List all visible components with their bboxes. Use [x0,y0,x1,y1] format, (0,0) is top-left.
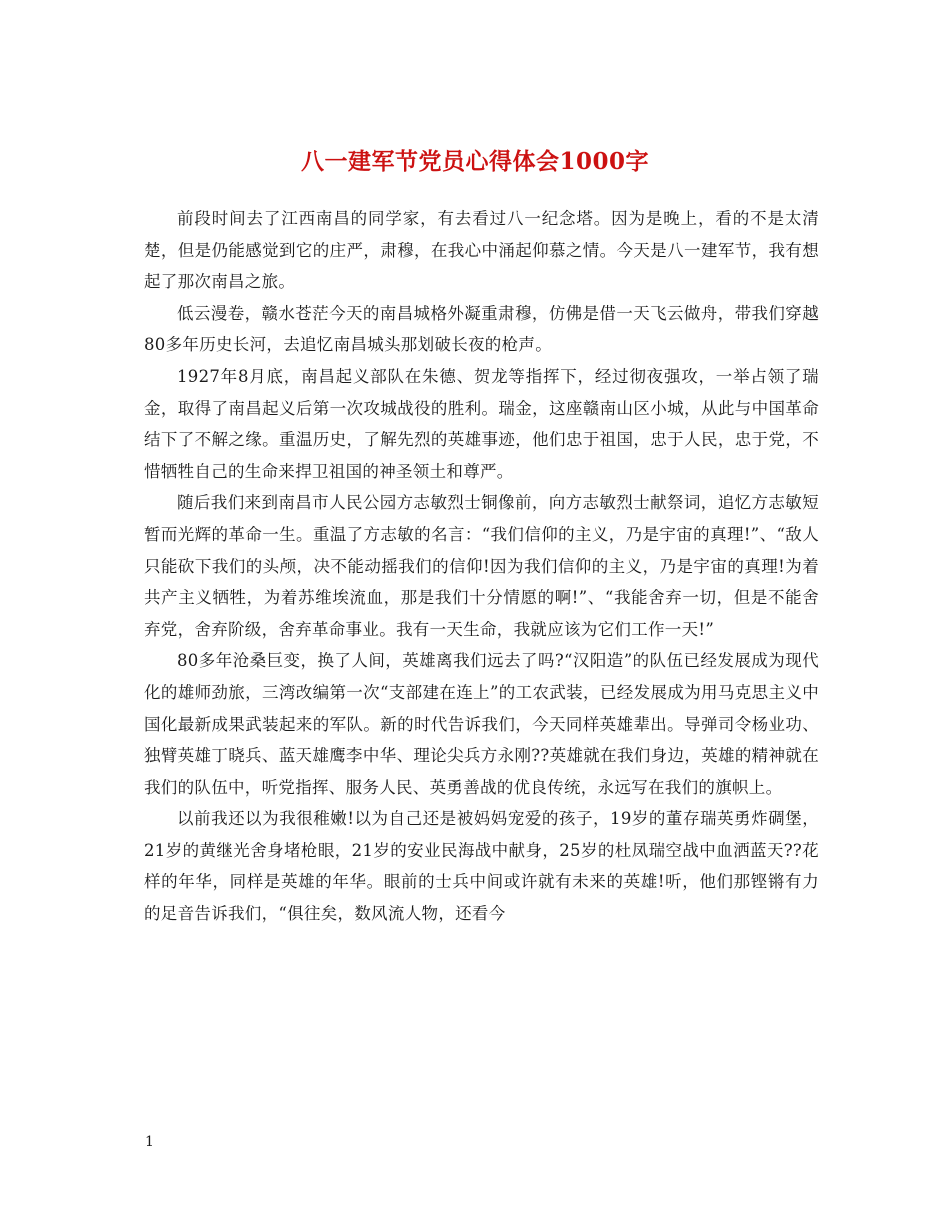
paragraph-6: 以前我还以为我很稚嫩!以为自己还是被妈妈宠爱的孩子，19岁的董存瑞英勇炸碉堡，21岁的黄继光舍身堵枪眼，21岁的安业民海战中献身，25岁的杜凤瑞空战中血洒蓝天??花样的年华，同样是英雄的年华。眼前的士兵中间或许就有未来的英雄!听，他们那铿锵有力的足音告诉我们，“俱往矣，数风流人物，还看今 [144,809,819,924]
paragraph-2: 低云漫卷，赣水苍茫今天的南昌城格外凝重肃穆，仿佛是借一天飞云做舟，带我们穿越80多年历史长河，去追忆南昌城头那划破长夜的枪声。 [144,303,819,355]
paragraph-5: 80多年沧桑巨变，换了人间，英雄离我们远去了吗?“汉阳造”的队伍已经发展成为现代化的雄师劲旅，三湾改编第一次“支部建在连上”的工农武装，已经发展成为用马克思主义中国化最新成果武装起来的军队。新的时代告诉我们，今天同样英雄辈出。导弹司令杨业功、独臂英雄丁晓兵、蓝天雄鹰李中华、理论尖兵方永刚??英雄就在我们身边，英雄的精神就在我们的队伍中，听党指挥、服务人民、英勇善战的优良传统，永远写在我们的旗帜上。 [144,651,819,797]
document-title: 八一建军节党员心得体会1000字 [300,148,649,176]
document-body [144,203,819,930]
paragraph-3: 1927年8月底，南昌起义部队在朱德、贺龙等指挥下，经过彻夜强攻，一举占领了瑞金，取得了南昌起义后第一次攻城战役的胜利。瑞金，这座赣南山区小城，从此与中国革命结下了不解之缘。重温历史，了解先烈的英雄事迹，他们忠于祖国，忠于人民，忠于党，不惜牺牲自己的生命来捍卫祖国的神圣领土和尊严。 [144,366,819,481]
paragraph-1: 前段时间去了江西南昌的同学家，有去看过八一纪念塔。因为是晚上，看的不是太清楚，但是仍能感觉到它的庄严，肃穆，在我心中涌起仰慕之情。今天是八一建军节，我有想起了那次南昌之旅。 [144,209,819,292]
page-number: 1 [145,1134,154,1150]
paragraph-4: 随后我们来到南昌市人民公园方志敏烈士铜像前，向方志敏烈士献祭词，追忆方志敏短暂而光辉的革命一生。重温了方志敏的名言：“我们信仰的主义，乃是宇宙的真理!”、“敌人只能砍下我们的头颅，决不能动摇我们的信仰!因为我们信仰的主义，乃是宇宙的真理!为着共产主义牺牲，为着苏维埃流血，那是我们十分情愿的啊!”、“我能舍弃一切，但是不能舍弃党，舍弃阶级，舍弃革命事业。我有一天生命，我就应该为它们工作一天!” [144,493,819,639]
